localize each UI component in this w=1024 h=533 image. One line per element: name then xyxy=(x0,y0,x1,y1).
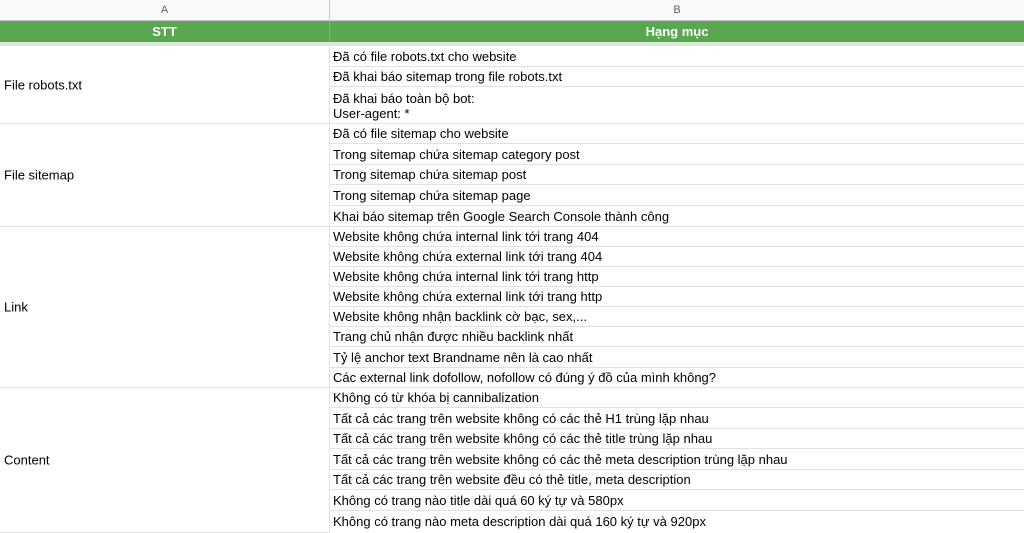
row-text: Trong sitemap chứa sitemap post xyxy=(333,167,527,182)
table-row[interactable] xyxy=(330,124,1024,144)
row-text: Khai báo sitemap trên Google Search Console thành công xyxy=(333,209,670,224)
table-row[interactable] xyxy=(330,46,1024,67)
group-label: File robots.txt xyxy=(4,77,83,92)
row-text: Website không chứa internal link tới trang http xyxy=(333,269,599,284)
table-row[interactable] xyxy=(330,470,1024,490)
row-text: Không có trang nào meta description dài quá 160 ký tự và 920px xyxy=(333,514,706,529)
table-row[interactable] xyxy=(330,267,1024,287)
column-header-a[interactable]: A xyxy=(0,0,330,20)
table-row[interactable] xyxy=(330,368,1024,388)
table-row[interactable] xyxy=(330,206,1024,227)
row-text: Trang chủ nhận được nhiều backlink nhất xyxy=(333,329,574,344)
table-row[interactable] xyxy=(330,144,1024,165)
header-cell-stt[interactable]: STT xyxy=(0,21,330,42)
row-text: Đã có file robots.txt cho website xyxy=(333,49,517,64)
row-text: Không có trang nào title dài quá 60 ký tự và 580px xyxy=(333,493,624,508)
table-row[interactable] xyxy=(330,67,1024,87)
row-text: Tất cả các trang trên website không có các thẻ H1 trùng lặp nhau xyxy=(333,411,709,426)
row-text: Tất cả các trang trên website không có các thẻ meta description trùng lặp nhau xyxy=(333,452,788,467)
group-cell-robots[interactable] xyxy=(0,46,329,124)
row-text: Website không nhận backlink cờ bạc, sex,... xyxy=(333,309,587,324)
row-text: Trong sitemap chứa sitemap category post xyxy=(333,147,580,162)
row-text: Website không chứa external link tới trang http xyxy=(333,289,603,304)
row-text: Tỷ lệ anchor text Brandname nên là cao nhất xyxy=(333,350,593,365)
table-row[interactable] xyxy=(330,227,1024,247)
row-text: Tất cả các trang trên website đều có thẻ title, meta description xyxy=(333,472,691,487)
column-header-bar xyxy=(0,0,1024,21)
row-text: Không có từ khóa bị cannibalization xyxy=(333,390,540,405)
table-row[interactable] xyxy=(330,429,1024,449)
group-cell-sitemap[interactable] xyxy=(0,124,329,227)
group-label: Content xyxy=(4,452,50,468)
table-row[interactable] xyxy=(330,307,1024,327)
row-text: Trong sitemap chứa sitemap page xyxy=(333,188,531,203)
row-text-line2: User-agent: * xyxy=(333,106,410,121)
table-row[interactable] xyxy=(330,490,1024,511)
row-text: Các external link dofollow, nofollow có đúng ý đồ của mình không? xyxy=(333,370,717,385)
header-cell-hang-muc[interactable]: Hạng mục xyxy=(645,24,709,39)
table-row[interactable] xyxy=(330,327,1024,347)
table-row[interactable] xyxy=(330,347,1024,368)
row-text: Đã có file sitemap cho website xyxy=(333,126,509,141)
row-text: Tất cả các trang trên website không có các thẻ title trùng lặp nhau xyxy=(333,431,713,446)
table-row[interactable] xyxy=(330,87,1024,124)
table-row[interactable] xyxy=(330,388,1024,408)
row-text: Website không chứa external link tới trang 404 xyxy=(333,249,603,264)
table-row[interactable] xyxy=(330,185,1024,206)
table-row[interactable] xyxy=(330,287,1024,307)
table-row[interactable] xyxy=(330,511,1024,533)
group-cell-link[interactable] xyxy=(0,227,329,388)
column-header-b[interactable]: B xyxy=(673,4,681,16)
table-row[interactable] xyxy=(330,165,1024,185)
table-row[interactable] xyxy=(330,449,1024,470)
group-label: File sitemap xyxy=(4,167,75,183)
group-cell-content[interactable] xyxy=(0,388,329,533)
row-text: Đã khai báo toàn bộ bot: xyxy=(333,91,475,106)
table-row[interactable] xyxy=(330,408,1024,429)
table-header-row xyxy=(0,21,1024,46)
table-row[interactable] xyxy=(330,247,1024,267)
row-text: Đã khai báo sitemap trong file robots.txt xyxy=(333,69,563,84)
group-label: Link xyxy=(4,299,28,315)
row-text: Website không chứa internal link tới trang 404 xyxy=(333,229,599,244)
